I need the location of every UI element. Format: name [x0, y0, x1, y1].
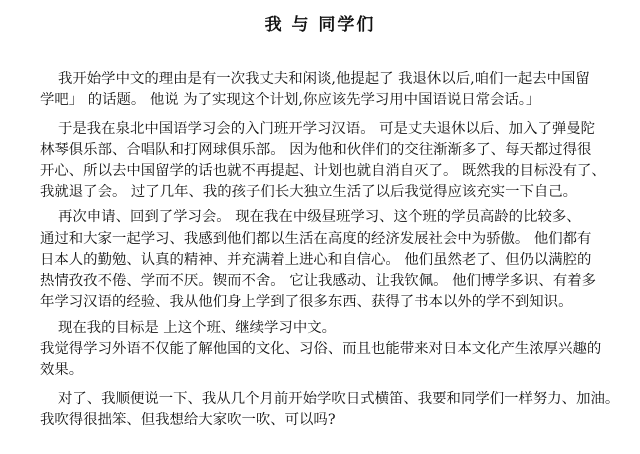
document-title: 我 与 同学们 — [264, 15, 376, 35]
text-line: 我吹得很拙笨、但我想给大家吹一吹、可以吗? — [40, 412, 336, 428]
text-line: 对了、我顺便说一下、我从几个月前开始学吹日式横笛、我要和同学们一样努力、加油。 — [58, 391, 620, 407]
text-line: 开心、所以去中国留学的话也就不再提起、计划也就自消自灭了。 既然我的目标没有了、 — [40, 163, 606, 179]
text-line: 我开始学中文的理由是有一次我丈夫和闲谈,他提起了 我退休以后,咱们一起去中国留 — [58, 71, 590, 87]
text-line: 效果。 — [40, 362, 84, 378]
text-line: 通过和大家一起学习、我感到他们都以生活在高度的经济发展社会中为骄傲。 他们都有 — [40, 231, 592, 247]
text-line: 日本人的勤勉、认真的精神、并充满着上进心和自信心。 他们虽然老了、但仍以满腔的 — [40, 252, 592, 268]
text-line: 我就退了会。 过了几年、我的孩子们长大独立生活了以后我觉得应该充实一下自己。 — [40, 184, 578, 200]
text-line: 再次申请、回到了学习会。 现在我在中级昼班学习、这个班的学员高龄的比较多、 — [58, 209, 581, 225]
text-line: 林琴俱乐部、合唱队和打网球俱乐部。 因为他和伙伴们的交往渐渐多了、每天都过得很 — [40, 142, 592, 158]
text-line: 学吧」 的话题。 他说 为了实现这个计划,你应该先学习用中国语说日常会话。」 — [40, 92, 541, 108]
text-line: 现在我的目标是 上这个班、继续学习中文。 — [58, 320, 336, 336]
text-line: 我觉得学习外语不仅能了解他国的文化、习俗、而且也能带来对日本文化产生浓厚兴趣的 — [40, 341, 602, 357]
text-line: 年学习汉语的经验、我从他们身上学到了很多东西、获得了书本以外的学不到知识。 — [40, 294, 573, 310]
text-line: 热情孜孜不倦、学而不厌。锲而不舍。 它让我感动、让我钦佩。 他们博学多识、有着多 — [40, 273, 596, 289]
text-line: 于是我在泉北中国语学习会的入门班开学习汉语。 可是丈夫退休以后、加入了弹曼陀 — [58, 121, 596, 137]
